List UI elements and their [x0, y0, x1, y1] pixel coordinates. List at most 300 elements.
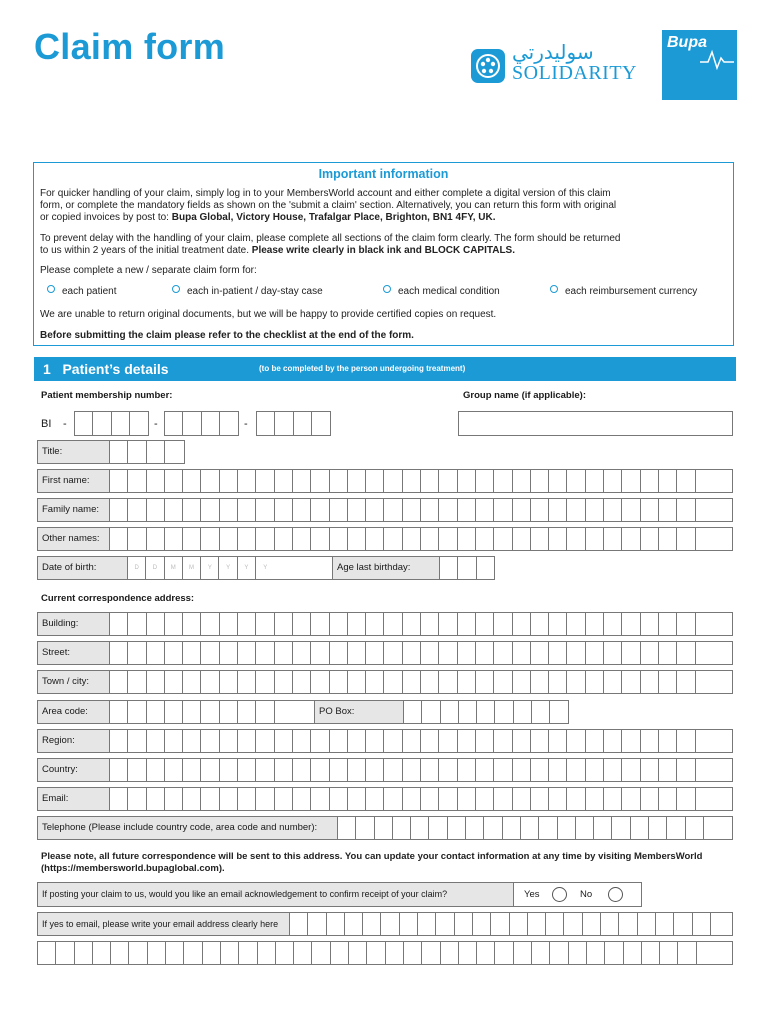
char-cell[interactable]	[330, 759, 348, 781]
char-cell[interactable]	[201, 470, 219, 492]
char-cell[interactable]	[201, 528, 219, 550]
char-cell[interactable]	[677, 470, 695, 492]
char-cell[interactable]	[367, 942, 385, 964]
char-cell[interactable]	[459, 942, 477, 964]
char-cell[interactable]	[659, 642, 677, 664]
digit-cell[interactable]	[75, 412, 93, 435]
char-cell[interactable]	[696, 788, 714, 810]
char-cell[interactable]	[429, 817, 447, 839]
char-cell[interactable]	[128, 499, 146, 521]
char-cell[interactable]	[330, 499, 348, 521]
char-cell[interactable]	[550, 701, 568, 723]
char-cell[interactable]	[56, 942, 74, 964]
char-cell[interactable]	[583, 913, 601, 935]
char-cell[interactable]	[587, 942, 605, 964]
char-cell[interactable]	[458, 528, 476, 550]
char-cell[interactable]	[503, 817, 521, 839]
char-cell[interactable]	[256, 701, 274, 723]
char-cell[interactable]	[641, 613, 659, 635]
char-cell[interactable]	[678, 942, 696, 964]
char-cell[interactable]	[403, 788, 421, 810]
char-cell[interactable]	[238, 671, 256, 693]
char-cell[interactable]	[400, 913, 418, 935]
char-cell[interactable]	[660, 942, 678, 964]
char-cell[interactable]	[348, 671, 366, 693]
char-cell[interactable]	[549, 499, 567, 521]
char-cell[interactable]	[421, 730, 439, 752]
char-cell[interactable]	[201, 701, 219, 723]
char-cell[interactable]	[624, 942, 642, 964]
char-cell[interactable]	[183, 613, 201, 635]
char-cell[interactable]	[622, 499, 640, 521]
char-cell[interactable]	[311, 671, 329, 693]
char-cell[interactable]	[458, 557, 476, 579]
char-cell[interactable]	[75, 942, 93, 964]
char-cell[interactable]	[641, 642, 659, 664]
char-cell[interactable]	[345, 913, 363, 935]
char-cell[interactable]	[586, 788, 604, 810]
char-cell[interactable]	[696, 730, 714, 752]
char-cell[interactable]	[220, 499, 238, 521]
char-cell[interactable]	[604, 671, 622, 693]
char-cell[interactable]	[494, 788, 512, 810]
char-cell[interactable]	[290, 913, 308, 935]
char-cell[interactable]	[477, 942, 495, 964]
char-cell[interactable]	[183, 642, 201, 664]
char-cell[interactable]	[375, 817, 393, 839]
char-cell[interactable]	[604, 613, 622, 635]
char-cell[interactable]	[594, 817, 612, 839]
char-cell[interactable]	[275, 671, 293, 693]
char-cell[interactable]	[494, 470, 512, 492]
char-cell[interactable]	[439, 759, 457, 781]
char-cell[interactable]	[128, 613, 146, 635]
char-cell[interactable]	[275, 642, 293, 664]
char-cell[interactable]	[495, 942, 513, 964]
char-cell[interactable]	[439, 730, 457, 752]
char-cell[interactable]	[549, 528, 567, 550]
char-cell[interactable]	[110, 642, 128, 664]
char-cell[interactable]	[311, 642, 329, 664]
char-cell[interactable]	[256, 499, 274, 521]
char-cell[interactable]	[567, 470, 585, 492]
char-cell[interactable]	[677, 671, 695, 693]
char-cell[interactable]	[165, 528, 183, 550]
char-cell[interactable]	[458, 613, 476, 635]
char-cell[interactable]	[459, 701, 477, 723]
char-cell[interactable]	[38, 942, 56, 964]
char-cell[interactable]	[696, 671, 714, 693]
country-cells[interactable]	[110, 759, 714, 781]
char-cell[interactable]	[514, 942, 532, 964]
dob-year-cell[interactable]: Y	[201, 557, 219, 579]
char-cell[interactable]	[567, 613, 585, 635]
char-cell[interactable]	[128, 701, 146, 723]
char-cell[interactable]	[311, 730, 329, 752]
char-cell[interactable]	[513, 671, 531, 693]
digit-cell[interactable]	[93, 412, 111, 435]
char-cell[interactable]	[203, 942, 221, 964]
char-cell[interactable]	[128, 642, 146, 664]
char-cell[interactable]	[677, 613, 695, 635]
char-cell[interactable]	[455, 913, 473, 935]
char-cell[interactable]	[293, 499, 311, 521]
char-cell[interactable]	[677, 642, 695, 664]
char-cell[interactable]	[147, 642, 165, 664]
char-cell[interactable]	[567, 499, 585, 521]
digit-cell[interactable]	[220, 412, 238, 435]
char-cell[interactable]	[448, 817, 466, 839]
char-cell[interactable]	[696, 470, 714, 492]
char-cell[interactable]	[275, 528, 293, 550]
char-cell[interactable]	[586, 730, 604, 752]
char-cell[interactable]	[147, 701, 165, 723]
char-cell[interactable]	[549, 671, 567, 693]
char-cell[interactable]	[696, 759, 714, 781]
char-cell[interactable]	[476, 759, 494, 781]
char-cell[interactable]	[659, 499, 677, 521]
char-cell[interactable]	[421, 788, 439, 810]
char-cell[interactable]	[293, 730, 311, 752]
char-cell[interactable]	[458, 499, 476, 521]
char-cell[interactable]	[476, 499, 494, 521]
char-cell[interactable]	[275, 613, 293, 635]
char-cell[interactable]	[330, 642, 348, 664]
char-cell[interactable]	[220, 788, 238, 810]
char-cell[interactable]	[183, 528, 201, 550]
char-cell[interactable]	[147, 730, 165, 752]
char-cell[interactable]	[440, 557, 458, 579]
char-cell[interactable]	[604, 788, 622, 810]
char-cell[interactable]	[256, 642, 274, 664]
char-cell[interactable]	[147, 470, 165, 492]
dob-year-cell[interactable]: Y	[263, 565, 268, 571]
char-cell[interactable]	[110, 441, 128, 463]
char-cell[interactable]	[110, 528, 128, 550]
char-cell[interactable]	[147, 499, 165, 521]
char-cell[interactable]	[531, 528, 549, 550]
char-cell[interactable]	[348, 759, 366, 781]
char-cell[interactable]	[458, 470, 476, 492]
char-cell[interactable]	[275, 788, 293, 810]
char-cell[interactable]	[569, 942, 587, 964]
char-cell[interactable]	[674, 913, 692, 935]
char-cell[interactable]	[311, 788, 329, 810]
char-cell[interactable]	[129, 942, 147, 964]
char-cell[interactable]	[693, 913, 711, 935]
char-cell[interactable]	[384, 613, 402, 635]
char-cell[interactable]	[110, 613, 128, 635]
char-cell[interactable]	[476, 528, 494, 550]
char-cell[interactable]	[513, 499, 531, 521]
family-name-cells[interactable]	[110, 499, 714, 521]
char-cell[interactable]	[641, 499, 659, 521]
char-cell[interactable]	[586, 671, 604, 693]
char-cell[interactable]	[128, 730, 146, 752]
char-cell[interactable]	[656, 913, 674, 935]
digit-cell[interactable]	[257, 412, 275, 435]
char-cell[interactable]	[384, 499, 402, 521]
char-cell[interactable]	[604, 470, 622, 492]
char-cell[interactable]	[147, 613, 165, 635]
char-cell[interactable]	[165, 441, 183, 463]
char-cell[interactable]	[183, 701, 201, 723]
char-cell[interactable]	[476, 470, 494, 492]
char-cell[interactable]	[256, 730, 274, 752]
char-cell[interactable]	[439, 499, 457, 521]
char-cell[interactable]	[421, 470, 439, 492]
no-radio[interactable]	[608, 887, 623, 902]
char-cell[interactable]	[330, 470, 348, 492]
char-cell[interactable]	[256, 759, 274, 781]
char-cell[interactable]	[513, 613, 531, 635]
char-cell[interactable]	[275, 499, 293, 521]
char-cell[interactable]	[567, 759, 585, 781]
char-cell[interactable]	[604, 759, 622, 781]
char-cell[interactable]	[421, 671, 439, 693]
char-cell[interactable]	[293, 528, 311, 550]
town-cells[interactable]	[110, 671, 714, 693]
char-cell[interactable]	[293, 470, 311, 492]
char-cell[interactable]	[696, 642, 714, 664]
char-cell[interactable]	[348, 788, 366, 810]
char-cell[interactable]	[659, 470, 677, 492]
char-cell[interactable]	[403, 671, 421, 693]
char-cell[interactable]	[128, 788, 146, 810]
char-cell[interactable]	[147, 788, 165, 810]
char-cell[interactable]	[641, 730, 659, 752]
digit-cell[interactable]	[294, 412, 312, 435]
char-cell[interactable]	[586, 499, 604, 521]
char-cell[interactable]	[550, 942, 568, 964]
char-cell[interactable]	[183, 730, 201, 752]
digit-cell[interactable]	[275, 412, 293, 435]
char-cell[interactable]	[128, 671, 146, 693]
char-cell[interactable]	[201, 613, 219, 635]
char-cell[interactable]	[531, 642, 549, 664]
char-cell[interactable]	[549, 788, 567, 810]
pobox-cells[interactable]	[404, 701, 569, 723]
char-cell[interactable]	[421, 642, 439, 664]
char-cell[interactable]	[308, 913, 326, 935]
char-cell[interactable]	[221, 942, 239, 964]
char-cell[interactable]	[238, 759, 256, 781]
char-cell[interactable]	[238, 701, 256, 723]
char-cell[interactable]	[238, 499, 256, 521]
char-cell[interactable]	[220, 701, 238, 723]
char-cell[interactable]	[711, 913, 729, 935]
char-cell[interactable]	[275, 470, 293, 492]
char-cell[interactable]	[386, 942, 404, 964]
char-cell[interactable]	[201, 730, 219, 752]
char-cell[interactable]	[165, 642, 183, 664]
char-cell[interactable]	[220, 470, 238, 492]
char-cell[interactable]	[330, 613, 348, 635]
char-cell[interactable]	[476, 730, 494, 752]
char-cell[interactable]	[422, 942, 440, 964]
char-cell[interactable]	[148, 942, 166, 964]
char-cell[interactable]	[165, 730, 183, 752]
char-cell[interactable]	[110, 671, 128, 693]
char-cell[interactable]	[704, 817, 722, 839]
char-cell[interactable]	[166, 942, 184, 964]
char-cell[interactable]	[384, 671, 402, 693]
char-cell[interactable]	[605, 942, 623, 964]
digit-cell[interactable]	[202, 412, 220, 435]
membership-group-2[interactable]	[164, 411, 239, 436]
char-cell[interactable]	[201, 759, 219, 781]
char-cell[interactable]	[458, 759, 476, 781]
digit-cell[interactable]	[130, 412, 148, 435]
char-cell[interactable]	[293, 642, 311, 664]
char-cell[interactable]	[363, 913, 381, 935]
char-cell[interactable]	[642, 942, 660, 964]
char-cell[interactable]	[619, 913, 637, 935]
char-cell[interactable]	[293, 788, 311, 810]
char-cell[interactable]	[532, 942, 550, 964]
char-cell[interactable]	[494, 499, 512, 521]
char-cell[interactable]	[677, 528, 695, 550]
char-cell[interactable]	[510, 913, 528, 935]
char-cell[interactable]	[311, 470, 329, 492]
char-cell[interactable]	[531, 613, 549, 635]
char-cell[interactable]	[276, 942, 294, 964]
char-cell[interactable]	[641, 528, 659, 550]
region-cells[interactable]	[110, 730, 714, 752]
char-cell[interactable]	[532, 701, 550, 723]
char-cell[interactable]	[659, 671, 677, 693]
yes-radio[interactable]	[552, 887, 567, 902]
char-cell[interactable]	[421, 759, 439, 781]
membership-group-3[interactable]	[256, 411, 331, 436]
char-cell[interactable]	[422, 701, 440, 723]
char-cell[interactable]	[330, 671, 348, 693]
char-cell[interactable]	[421, 528, 439, 550]
char-cell[interactable]	[567, 671, 585, 693]
char-cell[interactable]	[258, 942, 276, 964]
digit-cell[interactable]	[183, 412, 201, 435]
char-cell[interactable]	[201, 499, 219, 521]
char-cell[interactable]	[366, 730, 384, 752]
char-cell[interactable]	[586, 642, 604, 664]
char-cell[interactable]	[495, 701, 513, 723]
char-cell[interactable]	[348, 730, 366, 752]
char-cell[interactable]	[622, 470, 640, 492]
char-cell[interactable]	[549, 613, 567, 635]
char-cell[interactable]	[567, 788, 585, 810]
char-cell[interactable]	[604, 499, 622, 521]
char-cell[interactable]	[622, 788, 640, 810]
char-cell[interactable]	[348, 642, 366, 664]
char-cell[interactable]	[165, 499, 183, 521]
char-cell[interactable]	[513, 470, 531, 492]
char-cell[interactable]	[403, 613, 421, 635]
char-cell[interactable]	[275, 730, 293, 752]
char-cell[interactable]	[128, 470, 146, 492]
char-cell[interactable]	[384, 730, 402, 752]
char-cell[interactable]	[477, 557, 495, 579]
char-cell[interactable]	[696, 613, 714, 635]
char-cell[interactable]	[558, 817, 576, 839]
char-cell[interactable]	[238, 528, 256, 550]
char-cell[interactable]	[256, 528, 274, 550]
char-cell[interactable]	[638, 913, 656, 935]
char-cell[interactable]	[93, 942, 111, 964]
char-cell[interactable]	[697, 942, 715, 964]
char-cell[interactable]	[311, 528, 329, 550]
area-code-cells[interactable]	[110, 701, 293, 723]
char-cell[interactable]	[528, 913, 546, 935]
char-cell[interactable]	[586, 759, 604, 781]
char-cell[interactable]	[612, 817, 630, 839]
char-cell[interactable]	[403, 499, 421, 521]
char-cell[interactable]	[696, 499, 714, 521]
char-cell[interactable]	[659, 788, 677, 810]
char-cell[interactable]	[586, 613, 604, 635]
digit-cell[interactable]	[165, 412, 183, 435]
char-cell[interactable]	[220, 759, 238, 781]
char-cell[interactable]	[564, 913, 582, 935]
char-cell[interactable]	[473, 913, 491, 935]
char-cell[interactable]	[238, 613, 256, 635]
char-cell[interactable]	[165, 470, 183, 492]
char-cell[interactable]	[183, 759, 201, 781]
char-cell[interactable]	[513, 759, 531, 781]
char-cell[interactable]	[366, 470, 384, 492]
char-cell[interactable]	[421, 499, 439, 521]
char-cell[interactable]	[686, 817, 704, 839]
char-cell[interactable]	[477, 701, 495, 723]
char-cell[interactable]	[567, 528, 585, 550]
char-cell[interactable]	[567, 642, 585, 664]
char-cell[interactable]	[641, 759, 659, 781]
char-cell[interactable]	[494, 528, 512, 550]
dob-month-cell[interactable]: M	[165, 557, 183, 579]
char-cell[interactable]	[531, 499, 549, 521]
char-cell[interactable]	[491, 913, 509, 935]
char-cell[interactable]	[110, 759, 128, 781]
char-cell[interactable]	[549, 642, 567, 664]
char-cell[interactable]	[441, 942, 459, 964]
char-cell[interactable]	[384, 759, 402, 781]
char-cell[interactable]	[531, 788, 549, 810]
char-cell[interactable]	[418, 913, 436, 935]
char-cell[interactable]	[256, 470, 274, 492]
char-cell[interactable]	[458, 671, 476, 693]
char-cell[interactable]	[641, 788, 659, 810]
char-cell[interactable]	[128, 528, 146, 550]
title-cells[interactable]	[110, 441, 183, 463]
char-cell[interactable]	[403, 642, 421, 664]
char-cell[interactable]	[622, 759, 640, 781]
char-cell[interactable]	[349, 942, 367, 964]
char-cell[interactable]	[348, 499, 366, 521]
char-cell[interactable]	[294, 942, 312, 964]
char-cell[interactable]	[381, 913, 399, 935]
group-name-field[interactable]	[458, 411, 733, 436]
char-cell[interactable]	[641, 671, 659, 693]
char-cell[interactable]	[677, 788, 695, 810]
char-cell[interactable]	[356, 817, 374, 839]
char-cell[interactable]	[521, 817, 539, 839]
digit-cell[interactable]	[312, 412, 330, 435]
char-cell[interactable]	[348, 528, 366, 550]
char-cell[interactable]	[659, 613, 677, 635]
char-cell[interactable]	[220, 671, 238, 693]
char-cell[interactable]	[128, 759, 146, 781]
char-cell[interactable]	[165, 671, 183, 693]
membership-group-1[interactable]	[74, 411, 149, 436]
